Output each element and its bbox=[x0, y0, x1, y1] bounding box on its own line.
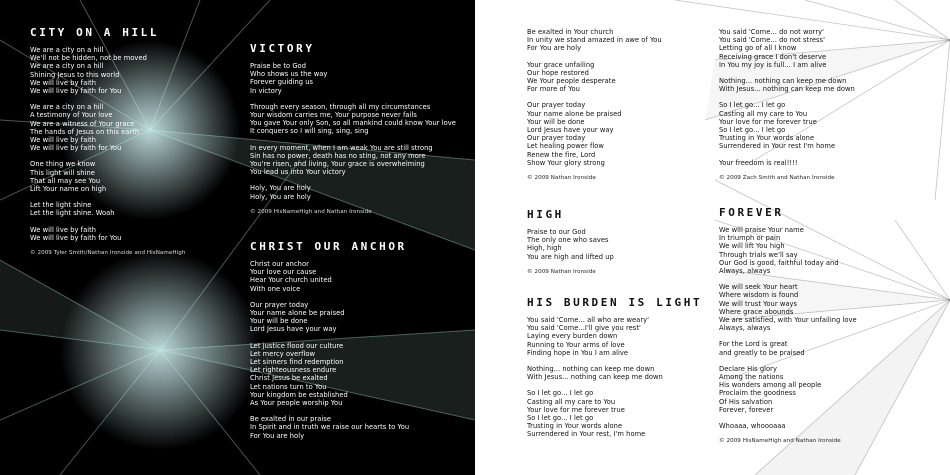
lyric-line: Sin has no power, death has no sting, not any more bbox=[250, 151, 426, 160]
lyric-line: For more of You bbox=[527, 85, 580, 94]
song-title: HIGH bbox=[527, 208, 564, 221]
stanza bbox=[250, 144, 465, 177]
song-title: HIS BURDEN IS LIGHT bbox=[527, 296, 703, 309]
lyric-line: This light will shine bbox=[30, 168, 95, 177]
song-title: CHRIST OUR ANCHOR bbox=[250, 240, 407, 253]
lyric-line: Be exalted in Your church bbox=[527, 28, 614, 36]
lyric-line: Our prayer today bbox=[250, 300, 309, 309]
lyric-line: You said 'Come... do not stress' bbox=[719, 36, 825, 45]
lyric-line: We will trust Your ways bbox=[719, 299, 798, 308]
lyric-line: Your love for me forever true bbox=[527, 405, 625, 414]
lyric-line: For You are holy bbox=[250, 431, 305, 440]
lyric-line: Our hope restored bbox=[527, 68, 589, 77]
lyric-line: So I let go... I let go bbox=[719, 126, 786, 135]
lyric-line: We will lift You high bbox=[719, 242, 785, 251]
lyric-line: We are a city on a hill bbox=[30, 46, 104, 54]
lyric-line: We will live by faith for You bbox=[30, 144, 122, 153]
lyric-line: We will live by faith bbox=[30, 78, 97, 87]
lyric-line: Surrendered in Your rest, I'm home bbox=[527, 430, 646, 439]
lyric-line: As Your people worship You bbox=[250, 399, 343, 408]
stanza bbox=[719, 340, 919, 356]
song-title: FOREVER bbox=[719, 206, 784, 219]
stanza bbox=[719, 28, 909, 69]
lyric-line: We'll not be hidden, not be moved bbox=[30, 54, 147, 63]
song-christ-our-anchor bbox=[250, 240, 465, 448]
song-credit: © 2009 Nathan Ironside bbox=[527, 175, 596, 182]
lyric-line: Praise to our God bbox=[527, 228, 586, 236]
lyric-line: Our prayer today bbox=[527, 134, 586, 143]
lyric-line: Always, always bbox=[719, 324, 771, 333]
lyric-line: Renew the fire, Lord bbox=[527, 150, 596, 159]
stanza bbox=[250, 301, 465, 334]
lyric-line: Receiving grace I don't deserve bbox=[719, 52, 827, 61]
song-lyrics bbox=[527, 28, 707, 167]
lyric-line: Christ Jesus be exalted bbox=[250, 374, 328, 383]
stanza bbox=[527, 365, 707, 381]
stanza bbox=[30, 103, 220, 152]
lyric-line: Always, always bbox=[719, 267, 771, 276]
song-lyrics bbox=[719, 28, 909, 167]
lyric-line: In You my joy is full... I am alive bbox=[719, 60, 827, 69]
lyric-line: Show Your glory strong bbox=[527, 158, 605, 167]
stanza bbox=[719, 422, 919, 430]
lyric-line: Let healing power flow bbox=[527, 142, 604, 151]
lyric-line: You're risen, and living, Your grace is overwhelming bbox=[250, 160, 425, 169]
lyric-line: Let sinners find redemption bbox=[250, 358, 344, 367]
song-lyrics bbox=[719, 226, 919, 430]
lyric-line: Your love for me forever true bbox=[719, 117, 817, 126]
stanza bbox=[719, 101, 909, 150]
stanza bbox=[250, 62, 465, 95]
lyric-line: Trusting in Your words alone bbox=[527, 422, 623, 431]
lyric-line: One thing we know bbox=[30, 160, 96, 169]
stanza bbox=[527, 316, 707, 357]
song-his-burden-is-light-continued bbox=[719, 28, 909, 182]
lyric-line: In Spirit and in truth we raise our hearts to You bbox=[250, 423, 410, 432]
lyric-line: We are satisfied, with Your unfailing love bbox=[719, 316, 857, 325]
stanza bbox=[719, 283, 919, 332]
lyric-line: Of His salvation bbox=[719, 397, 773, 406]
lyric-line: We will live by faith bbox=[30, 225, 97, 234]
lyric-line: Your kingdom be established bbox=[250, 390, 348, 399]
lyric-line: You are high and lifted up bbox=[527, 252, 614, 261]
stanza bbox=[719, 77, 909, 93]
song-victory bbox=[250, 42, 465, 216]
stanza bbox=[250, 103, 465, 136]
lyric-line: We are a city on a hill bbox=[30, 62, 104, 71]
lyric-line: Among the nations bbox=[719, 373, 784, 382]
lyric-line: Your freedom is real!!!! bbox=[719, 158, 798, 167]
lyric-line: Running to Your arms of love bbox=[527, 340, 625, 349]
lyric-line: High, high bbox=[527, 244, 562, 253]
song-lyrics bbox=[527, 316, 707, 439]
stanza bbox=[719, 365, 919, 414]
song-title: VICTORY bbox=[250, 42, 315, 55]
lyric-line: Hear Your church united bbox=[250, 276, 332, 285]
lyric-line: Through trials we'll say bbox=[719, 250, 798, 259]
song-lyrics bbox=[30, 46, 220, 242]
lyric-line: In triumph or pain bbox=[719, 234, 781, 243]
lyric-line: A testimony of Your love bbox=[30, 111, 113, 120]
lyric-line: That all may see You bbox=[30, 176, 101, 185]
stanza bbox=[527, 228, 707, 261]
lyric-line: You gave Your only Son, so all mankind could know Your love bbox=[250, 119, 456, 128]
lyric-line: For the Lord is great bbox=[719, 340, 788, 349]
stanza bbox=[250, 342, 465, 408]
lyric-line: We will live by faith bbox=[30, 136, 97, 145]
lyric-line: Let righteousness endure bbox=[250, 366, 337, 375]
lyric-line: Holy, You are holy bbox=[250, 184, 311, 193]
lyric-line: Casting all my care to You bbox=[719, 109, 808, 118]
lyric-line: You said 'Come... do not worry' bbox=[719, 28, 825, 36]
lyric-line: Let nations turn to You bbox=[250, 382, 327, 391]
lyric-line: Lift Your name on high bbox=[30, 185, 107, 194]
lyric-line: Let justice flood our culture bbox=[250, 341, 344, 350]
stanza bbox=[527, 389, 707, 438]
lyric-line: Your name alone be praised bbox=[250, 309, 345, 318]
lyric-line: Shining Jesus to this world bbox=[30, 70, 120, 79]
stanza bbox=[30, 226, 220, 242]
lyric-line: and greatly to be praised bbox=[719, 348, 805, 357]
lyric-line: With Jesus... nothing can keep me down bbox=[719, 85, 855, 94]
stanza bbox=[527, 61, 707, 94]
lyric-line: With one voice bbox=[250, 284, 301, 293]
lyric-line: In victory bbox=[250, 86, 282, 95]
stanza bbox=[527, 28, 707, 53]
stanza bbox=[250, 260, 465, 293]
lyric-line: So I let go... I let go bbox=[527, 414, 594, 423]
lyric-line: Laying every burden down bbox=[527, 332, 618, 341]
song-christ-our-anchor-continued bbox=[527, 28, 707, 182]
lyric-line: Our God is good, faithful today and bbox=[719, 258, 839, 267]
lyric-line: His wonders among all people bbox=[719, 381, 822, 390]
lyric-line: Your name alone be praised bbox=[527, 109, 622, 118]
lyric-line: Our prayer today bbox=[527, 101, 586, 110]
lyric-line: Casting all my care to You bbox=[527, 397, 616, 406]
lyric-line: Who shows us the way bbox=[250, 70, 328, 79]
lyric-line: With Jesus... nothing can keep me down bbox=[527, 373, 663, 382]
lyric-line: In unity we stand amazed in awe of You bbox=[527, 36, 662, 45]
lyric-line: It conquers so I will sing, sing, sing bbox=[250, 127, 369, 136]
lyric-line: Lord Jesus have your way bbox=[527, 126, 614, 135]
lyric-line: Forever, forever bbox=[719, 405, 774, 414]
stanza bbox=[719, 226, 919, 275]
song-credit: © 2009 Nathan Ironside bbox=[527, 268, 596, 275]
right-page bbox=[475, 0, 950, 475]
lyric-line: Through every season, through all my circumstances bbox=[250, 102, 431, 111]
lyric-line: We will seek Your heart bbox=[719, 283, 798, 292]
stanza bbox=[30, 160, 220, 193]
lyric-line: Nothing... nothing can keep me down bbox=[527, 365, 655, 374]
lyric-line: Let mercy overflow bbox=[250, 349, 316, 358]
song-credit: © 2009 Tyler Smith/Nathan Ironside and HisNameHigh bbox=[30, 250, 186, 257]
lyric-line: Trusting in Your words alone bbox=[719, 134, 815, 143]
lyric-line: The hands of Jesus on this earth bbox=[30, 127, 140, 136]
song-title: CITY ON A HILL bbox=[30, 26, 160, 39]
lyric-line: Finding hope in You I am alive bbox=[527, 348, 629, 357]
lyric-line: Your will be done bbox=[527, 117, 585, 126]
lyric-line: Whoaaa, whoooaaa bbox=[719, 422, 786, 431]
lyric-line: Where wisdom is found bbox=[719, 291, 799, 300]
lyric-line: Holy, You are holy bbox=[250, 192, 311, 201]
song-lyrics bbox=[250, 260, 465, 440]
song-credit: © 2009 HisNameHigh and Nathan Ironside bbox=[250, 208, 372, 215]
stanza bbox=[250, 415, 465, 440]
song-city-on-a-hill bbox=[30, 26, 220, 257]
lyric-line: Your love our cause bbox=[250, 268, 317, 277]
lyric-line: You said 'Come... all who are weary' bbox=[527, 316, 650, 324]
lyric-line: So I let go... I let go bbox=[719, 101, 786, 110]
lyric-line: We will praise Your name bbox=[719, 226, 804, 234]
lyric-line: We will live by faith for You bbox=[30, 233, 122, 242]
lyric-line: You said 'Come...I'll give you rest' bbox=[527, 324, 641, 333]
lyric-line: For You are holy bbox=[527, 44, 582, 53]
lyric-line: We are a city on a hill bbox=[30, 103, 104, 112]
lyric-line: Lord Jesus have your way bbox=[250, 325, 337, 334]
lyric-line: In every moment, when I am weak You are still strong bbox=[250, 143, 433, 152]
stanza bbox=[30, 46, 220, 95]
lyric-line: Surrendered in Your rest I'm home bbox=[719, 142, 836, 151]
lyric-line: Proclaim the goodness bbox=[719, 389, 796, 398]
lyric-line: Let the light shine. Woah bbox=[30, 209, 115, 218]
song-credit: © 2009 HisNameHigh and Nathan Ironside bbox=[719, 438, 841, 445]
lyric-line: We are a witness of Your grace bbox=[30, 119, 135, 128]
stanza bbox=[527, 101, 707, 167]
lyric-line: The only one who saves bbox=[527, 236, 609, 245]
lyric-line: Forever guiding us bbox=[250, 78, 314, 87]
stanza bbox=[250, 184, 465, 200]
song-lyrics bbox=[250, 62, 465, 201]
lyric-line: So I let go... I let go bbox=[527, 389, 594, 398]
lyric-line: Let the light shine bbox=[30, 201, 92, 210]
lyric-line: Your grace unfailing bbox=[527, 60, 595, 69]
lyric-line: Your will be done bbox=[250, 317, 308, 326]
lyric-line: We will live by faith for You bbox=[30, 87, 122, 96]
lyric-line: Your wisdom carries me, Your purpose never fails bbox=[250, 111, 417, 120]
song-credit: © 2009 Zach Smith and Nathan Ironside bbox=[719, 174, 835, 181]
song-high bbox=[527, 208, 707, 276]
lyric-line: Praise be to God bbox=[250, 62, 306, 70]
lyric-line: You lead us into Your victory bbox=[250, 168, 346, 177]
lyric-line: Where grace abounds bbox=[719, 307, 794, 316]
stanza bbox=[30, 201, 220, 217]
lyric-line: Be exalted in our praise bbox=[250, 415, 332, 424]
song-his-burden-is-light bbox=[527, 296, 707, 447]
lyric-line: Nothing... nothing can keep me down bbox=[719, 77, 847, 86]
lyric-line: Declare His glory bbox=[719, 364, 777, 373]
lyric-line: We Your people desperate bbox=[527, 77, 616, 86]
lyric-line: Letting go of all I know bbox=[719, 44, 797, 53]
stanza bbox=[719, 159, 909, 167]
song-forever bbox=[719, 206, 919, 445]
song-lyrics bbox=[527, 228, 707, 261]
lyric-line: Christ our anchor bbox=[250, 260, 309, 268]
